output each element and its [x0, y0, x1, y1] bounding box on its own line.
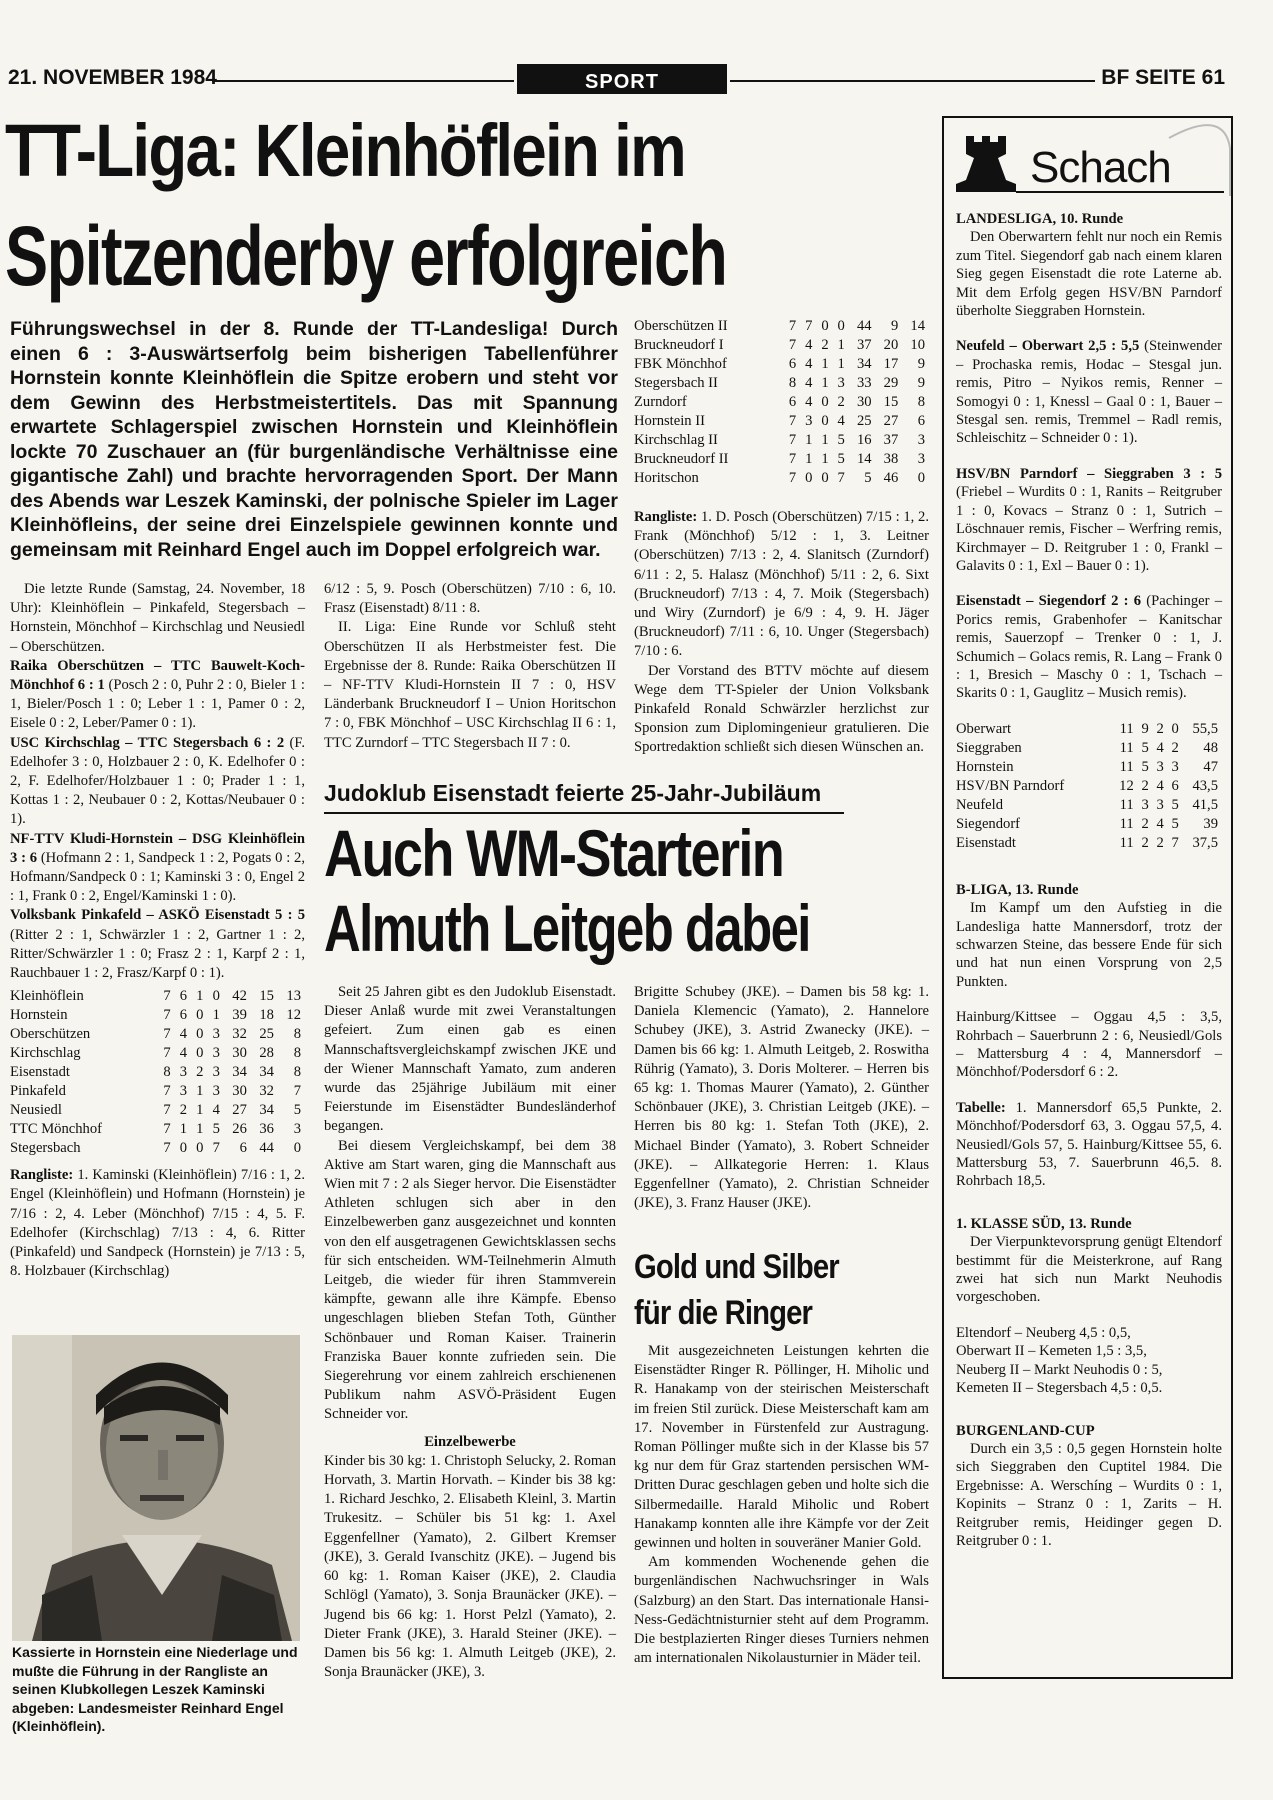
table-value: 42	[232, 988, 247, 1005]
table-value: 4	[837, 413, 845, 429]
table-value: 4	[1156, 739, 1164, 756]
table-value: 3	[837, 375, 845, 391]
header-rule-right	[730, 80, 1095, 82]
standings-row	[10, 1044, 305, 1063]
ranking-text: Rangliste: 1. Kaminski (Kleinhöflein) 7/16 : 1, 2. Engel (Kleinhöflein) und Hofmann (Hornstein) je 7/16 : 2, 4. Leber (Mönchhof) 7/15 : 4, 5. F. Edelhofer (Kirchschlag) 7/13 : 4, 6. Ritter (Pinkafeld) und Sandpeck (Hornstein) je 7/13 : 5, 8. Holzbauer (Kirchschlag)	[10, 1167, 305, 1280]
table-value: 5	[1141, 758, 1149, 775]
ringer-headline-line1: Gold und Silber	[634, 1248, 839, 1286]
standings-row	[10, 1120, 305, 1139]
team-name: Stegersbach II	[634, 375, 718, 391]
judo-subheadline-rule	[324, 812, 844, 814]
table-value: 14	[910, 318, 925, 334]
table-value: 4	[179, 1045, 188, 1062]
team-name: Bruckneudorf II	[634, 451, 729, 467]
judo-column-1	[324, 983, 616, 1682]
table-value: 1	[196, 988, 204, 1005]
table-value: 7	[212, 1140, 220, 1157]
table-value: 20	[883, 337, 899, 353]
table-value: 7	[163, 1026, 171, 1043]
team-name: HSV/BN Parndorf	[956, 777, 1065, 794]
table-value: 36	[259, 1121, 274, 1138]
table-value: 7	[837, 470, 845, 486]
table-value: 9	[1141, 720, 1149, 737]
team-name: Neusiedl	[10, 1102, 62, 1119]
table-value: 7	[293, 1083, 301, 1100]
table-value: 3	[212, 1026, 220, 1043]
team-name: Neufeld	[956, 796, 1004, 813]
table-value: 1	[805, 451, 813, 467]
match-4: Volksbank Pinkafeld – ASKÖ Eisenstadt 5 : 5 (Ritter 2 : 1, Schwärzler 1 : 2, Gartner 1 : 2, Ritter/Schwärzler 1 : 0; Frasz 2 : 1, Karpf 2 : 1, Rauchbauer 1 : 2, Frasz/Karpf 0 : 1).	[10, 907, 305, 982]
table-value: 6	[788, 356, 797, 372]
table-value: 4	[805, 356, 813, 372]
table-value: 25	[259, 1026, 274, 1043]
table-value: 2	[837, 394, 845, 410]
table-value: 47	[1203, 758, 1218, 775]
landesliga-table	[10, 987, 305, 1158]
table-value: 7	[788, 432, 797, 448]
table-value: 5	[293, 1102, 301, 1119]
match-3: NF-TTV Kludi-Hornstein – DSG Kleinhöflein 3 : 6 (Hofmann 2 : 1, Sandpeck 1 : 2, Pogats 0 : 2, Hofmann/Sandpeck 0 : 1; Kaminski 3 : 0, Engel 2 : 1, Frank 0 : 2, Engel/Kaminski 1 : 0).	[10, 830, 305, 905]
table-value: 8	[293, 1026, 301, 1043]
match-1: Raika Oberschützen – TTC Bauwelt-Koch-Mönchhof 6 : 1 (Posch 2 : 0, Puhr 2 : 0, Bieler 1 : 1, Bieler/Posch 1 : 0; Leber 1 : 1, Pamer 0 : 2, Eisele 0 : 2, Leber/Pamer 0 : 1).	[10, 657, 305, 732]
table-value: 14	[856, 451, 872, 467]
judo-results: Kinder bis 30 kg: 1. Christoph Selucky, 2. Roman Horvath, 3. Martin Horvath. – Kinder bis 38 kg: 1. Richard Jeschko, 2. Elisabeth Kleinl, 3. Martin Trukesitz. – Schüler bis 51 kg: 1. Axel Eggenfellner (Yamato), 2. Gilbert Kremser (JKE), 3. Gerald Ivanschitz (JKE). – Jugend bis 60 kg: 1. Roman Kaiser (JKE), 2. Claudia Schlögl (Yamato), 3. Sonja Braunäcker (JKE). – Jugend bis 66 kg: 1. Horst Pelzl (Yamato), 2. Dieter Frank (JKE), 3. Harald Steiner (JKE). – Damen bis 56 kg: 1. Almuth Leitgeb (JKE), 2. Sonja Braunäcker (JKE), 3.	[324, 1452, 616, 1681]
standings-row	[10, 1139, 305, 1158]
table-value: 6	[179, 1007, 188, 1024]
judo-results-heading: Einzelbewerbe	[424, 1433, 516, 1450]
table-value: 3	[179, 1064, 188, 1081]
table-value: 0	[196, 1140, 204, 1157]
table-value: 11	[1119, 758, 1134, 775]
standings-row	[634, 450, 929, 469]
table-value: 1	[821, 432, 829, 448]
table-value: 0	[821, 394, 829, 410]
table-value: 2	[1156, 720, 1164, 737]
table-value: 1	[821, 451, 829, 467]
chess-result-line: Oberwart II – Kemeten 1,5 : 3,5,	[956, 1343, 1147, 1360]
table-value: 6	[179, 988, 188, 1005]
table-value: 0	[821, 318, 829, 334]
section-label: SPORT	[517, 64, 727, 94]
judo-headline-line2: Almuth Leitgeb dabei	[324, 891, 810, 965]
table-value: 7	[1171, 834, 1179, 851]
table-value: 17	[883, 356, 899, 372]
table-value: 8	[163, 1064, 171, 1081]
table-value: 11	[1119, 834, 1134, 851]
table-value: 1	[179, 1121, 188, 1138]
judo-report: Bei diesem Vergleichskampf, bei dem 38 Aktive am Start waren, ging die Mannschaft aus Wien mit 7 : 2 als Sieger hervor. Die Eisenstädter Athleten schlugen sich aber in den Einzelbewerben ganz ausgezeichnet und konnten von den elf ausgetragenen Gewichtsklassen sechs für sich entscheiden. WM-Teilnehmerin Almuth Leitgeb, die wieder für ihren Stammverein kämpfte, gewann alle ihre Kämpfe. Ebenso ungeschlagen blieben Stefan Toth, Günther Schönbauer und Roman Kaiser. Trainerin Franziska Bauer konnte zufrieden sein. Die Siegerehrung vor einem zahlreich erschienenen Publikum nahm ASVÖ-Präsident Eugen Schneider vor.	[324, 1137, 616, 1423]
chess-standings-row	[956, 758, 1222, 777]
judo-headline-line1: Auch WM-Starterin	[324, 816, 784, 890]
table-value: 0	[179, 1140, 188, 1157]
table-value: 4	[805, 375, 813, 391]
table-value: 7	[163, 1102, 171, 1119]
chess-landesliga-text: Den Oberwartern fehlt nur noch ein Remis zum Titel. Siegendorf gab nach einem klaren Sieg gegen Eisenstadt die rote Laterne ab. Mit dem Erfolg gegen HSV/BN Parndorf überholte Sieggraben Hornstein.	[956, 229, 1222, 320]
table-value: 7	[805, 318, 813, 334]
table-value: 5	[837, 432, 845, 448]
table-value: 32	[259, 1083, 274, 1100]
ringer-text	[634, 1342, 929, 1668]
chess-bliga-results: Hainburg/Kittsee – Oggau 4,5 : 3,5, Rohrbach – Sauerbrunn 2 : 6, Neusiedl/Gols – Mattersburg 4 : 4, Mannersdorf – Mönchhof/Podersdorf 6 : 2.	[956, 1009, 1222, 1081]
team-name: Oberschützen II	[634, 318, 728, 334]
team-name: Kirchschlag	[10, 1045, 81, 1062]
table-value: 0	[196, 1026, 204, 1043]
tt-column-2	[324, 580, 616, 753]
team-name: Kleinhöflein	[10, 988, 84, 1005]
ringer-paragraph-1: Mit ausgezeichneten Leistungen kehrten die Eisenstädter Ringer R. Pöllinger, H. Miholic und R. Hanakamp von der steirischen Meisterschaft im freien Stil zurück. Diese Meisterschaft kam am 17. November in Fürstenfeld zur Austragung. Roman Pöllinger mußte sich in der Klasse bis 57 kg nur dem für Graz startenden persischen WM-Dritten Durac geschlagen geben und holte sich die Silbermedaille. Harald Miholic und Robert Hanakamp konnten alle ihre Kämpfe vor der Zeit gewinnen und holten in souveräner Manier Gold.	[634, 1343, 929, 1552]
team-name: Hornstein II	[634, 413, 705, 429]
table-value: 3	[293, 1121, 301, 1138]
team-name: Zurndorf	[634, 394, 687, 410]
table-value: 37	[883, 432, 899, 448]
main-headline-line1: TT-Liga: Kleinhöflein im	[5, 109, 685, 192]
table-value: 30	[232, 1045, 247, 1062]
judo-intro: Seit 25 Jahren gibt es den Judoklub Eisenstadt. Dieser Anlaß wurde mit zwei Veranstaltungen gefeiert. Zum einen gab es einen Mannschaftsvergleichskampf zwischen JKE und der Wiener Mannschaft Yamato, zum anderen wurde das 25jährige Jubiläum mit einer Feierstunde im Eisenstädter Bundesländerhof begangen.	[324, 984, 616, 1135]
chess-game-3: Eisenstadt – Siegendorf 2 : 6 (Pachinger – Porics remis, Grabenhofer – Kanitschar remis, Sauerzopf – Trenker 0 : 1, J. Schumich – Golacs remis, R. Lang – Frank 0 : 1, Bresich – Maschy 0 : 1, Tschach – Skarits 0 : 1, Gauglitz – Musich remis).	[956, 593, 1223, 702]
team-name: Eisenstadt	[10, 1064, 70, 1081]
table-value: 9	[917, 356, 925, 372]
table-value: 9	[890, 318, 899, 334]
standings-row	[634, 393, 929, 412]
chess-klasse-text: Der Vierpunktevorsprung genügt Eltendorf bestimmt für die Meisterkrone, auf Rang zwei hat sich nun Markt Neuhodis vorgeschoben.	[956, 1234, 1222, 1306]
team-name: Kirchschlag II	[634, 432, 718, 448]
table-value: 1	[821, 356, 829, 372]
standings-row	[10, 1006, 305, 1025]
table-value: 5	[1171, 796, 1179, 813]
team-name: Pinkafeld	[10, 1083, 66, 1100]
table-value: 34	[259, 1102, 274, 1119]
chess-result-line: Kemeten II – Stegersbach 4,5 : 0,5.	[956, 1380, 1163, 1397]
chess-standings-row	[956, 739, 1222, 758]
chess-standings-row	[956, 834, 1222, 853]
table-value: 30	[856, 394, 872, 410]
table-value: 9	[917, 375, 925, 391]
table-value: 7	[788, 413, 797, 429]
table-value: 34	[856, 356, 872, 372]
table-value: 28	[259, 1045, 274, 1062]
table-value: 2	[1141, 815, 1149, 832]
team-name: Stegersbach	[10, 1140, 81, 1157]
table-value: 8	[917, 394, 925, 410]
second-league-table	[634, 317, 929, 488]
table-value: 11	[1119, 796, 1134, 813]
table-value: 5	[864, 470, 872, 486]
standings-row	[634, 355, 929, 374]
table-value: 3	[1141, 796, 1149, 813]
ringer-headline-line2: für die Ringer	[634, 1294, 813, 1332]
chess-title: Schach	[1030, 143, 1171, 192]
table-value: 39	[1203, 815, 1218, 832]
table-value: 26	[232, 1121, 247, 1138]
table-value: 6	[917, 413, 925, 429]
table-value: 7	[163, 1007, 171, 1024]
table-value: 7	[788, 451, 797, 467]
photo-caption: Kassierte in Hornstein eine Niederlage und mußte die Führung in der Rangliste an seinen Klubkollegen Leszek Kaminski abgeben: Landesmeister Reinhard Engel (Kleinhöflein).	[12, 1644, 298, 1735]
table-value: 39	[232, 1007, 247, 1024]
table-value: 16	[856, 432, 872, 448]
table-value: 0	[196, 1007, 204, 1024]
table-value: 7	[788, 470, 797, 486]
table-value: 5	[1171, 815, 1179, 832]
chess-bliga-text: Im Kampf um den Aufstieg in die Landesliga hatte Mannersdorf, trotz der schwarzen Steine, das bessere Ende für sich und hat nun einen Vorsprung von 2,5 Punkten.	[956, 900, 1222, 990]
chess-bliga-table: Tabelle: 1. Mannersdorf 65,5 Punkte, 2. Mönchhof/Podersdorf 63, 3. Oggau 57,5, 4. Neusiedl/Gols 57, 5. Hainburg/Kittsee 55, 6. Mattersburg 53, 7. Sauerbrunn 46,5. 8. Rohrbach 18,5.	[956, 1099, 1222, 1190]
chess-content	[956, 210, 1222, 1550]
table-value: 1	[837, 356, 845, 372]
chess-klasse-heading: 1. KLASSE SÜD, 13. Runde	[956, 1215, 1132, 1232]
chess-standings-row	[956, 777, 1222, 796]
table-value: 0	[821, 470, 829, 486]
table-value: 3	[1171, 758, 1179, 775]
standings-row	[634, 412, 929, 431]
standings-row	[10, 1025, 305, 1044]
table-value: 1	[196, 1102, 204, 1119]
table-value: 8	[293, 1064, 301, 1081]
table-value: 37	[856, 337, 872, 353]
table-value: 7	[788, 337, 797, 353]
table-value: 33	[856, 375, 872, 391]
table-value: 1	[805, 432, 813, 448]
judo-results-continued: Brigitte Schubey (JKE). – Damen bis 58 kg: 1. Daniela Klemencic (Yamato), 2. Hannelore Schubey (JKE), 3. Astrid Zwanecky (JKE). – Damen bis 66 kg: 1. Almuth Leitgeb, 2. Roswitha Rührig (Yamato), 3. Doris Molterer. – Herren bis 65 kg: 1. Thomas Maurer (Yamato), 2. Günther Schönbauer (JKE), 3. Christian Leitgeb (JKE). – Herren bis 80 kg: 1. Stefan Toth (JKE), 2. Michael Binder (Yamato), 3. Robert Schneider (JKE). – Allkategorie Herren: 1. Klaus Eggenfellner (Yamato), 2. Christian Schneider (JKE), 3. Franz Hauser (JKE).	[634, 984, 929, 1212]
table-value: 1	[821, 375, 829, 391]
table-value: 44	[856, 318, 872, 334]
table-value: 4	[179, 1026, 188, 1043]
table-value: 13	[286, 988, 301, 1005]
table-value: 5	[212, 1121, 220, 1138]
team-name: Hornstein	[10, 1007, 68, 1024]
table-value: 7	[163, 1140, 171, 1157]
judo-subheadline: Judoklub Eisenstadt feierte 25-Jahr-Jubiläum	[324, 780, 822, 806]
table-value: 5	[837, 451, 845, 467]
table-value: 3	[1156, 758, 1164, 775]
table-value: 0	[821, 413, 829, 429]
table-value: 4	[212, 1102, 220, 1119]
team-name: Siegendorf	[956, 815, 1021, 832]
table-value: 0	[293, 1140, 301, 1157]
standings-row	[634, 317, 929, 336]
match-2: USC Kirchschlag – TTC Stegersbach 6 : 2 (F. Edelhofer 3 : 0, Holzbauer 2 : 0, K. Edelhofer 0 : 2, F. Edelhofer/Holzbauer 1 : 0; Prader 1 : 1, Kottas 1 : 2, Neubauer 0 : 2, Kottas/Neubauer 0 : 1).	[10, 734, 305, 828]
table-value: 0	[212, 988, 220, 1005]
table-value: 4	[1156, 777, 1164, 794]
chess-standings-row	[956, 720, 1222, 739]
chess-result-line: Neuberg II – Markt Neuhodis 0 : 5,	[956, 1361, 1163, 1378]
team-name: Oberschützen	[10, 1026, 91, 1043]
table-value: 3	[917, 432, 925, 448]
table-value: 3	[179, 1083, 188, 1100]
table-value: 29	[883, 375, 899, 391]
chess-game-2: HSV/BN Parndorf – Sieggraben 3 : 5 (Friebel – Wurdits 0 : 1, Ranits – Reitgruber 1 : 0, Kovacs – Stranz 0 : 1, Sutrich – Löschnauer remis, Fischer – Werfring remis, Kirchmayer – D. Reitgruber 1 : 0, Frankl – Galavits 0 : 1, Exl – Bauer 0 : 1).	[956, 465, 1222, 574]
table-value: 2	[1141, 834, 1149, 851]
standings-row	[634, 431, 929, 450]
table-value: 0	[917, 470, 925, 486]
chess-result-line: Eltendorf – Neuberg 4,5 : 0,5,	[956, 1324, 1131, 1341]
table-value: 3	[805, 413, 813, 429]
table-value: 3	[917, 451, 925, 467]
standings-row	[10, 1101, 305, 1120]
table-value: 8	[788, 375, 797, 391]
main-headline-line2: Spitzenderby erfolgreich	[5, 209, 727, 303]
standings-row	[10, 1082, 305, 1101]
table-value: 5	[1141, 739, 1149, 756]
table-value: 1	[196, 1083, 204, 1100]
standings-row	[10, 1063, 305, 1082]
standings-row	[634, 469, 929, 488]
table-value: 6	[239, 1140, 247, 1157]
table-value: 6	[1171, 777, 1179, 794]
table-value: 11	[1119, 815, 1134, 832]
table-value: 44	[259, 1140, 274, 1157]
standings-row	[634, 336, 929, 355]
tt-column-3	[634, 317, 929, 758]
table-value: 0	[805, 470, 813, 486]
table-value: 0	[837, 318, 845, 334]
page-number: BF SEITE 61	[1101, 66, 1225, 89]
table-value: 12	[286, 1007, 301, 1024]
team-name: Bruckneudorf I	[634, 337, 724, 353]
table-value: 7	[163, 988, 171, 1005]
issue-date: 21. NOVEMBER 1984	[8, 66, 217, 89]
header-rule-left	[212, 80, 514, 82]
table-value: 10	[910, 337, 925, 353]
team-name: Sieggraben	[956, 739, 1022, 756]
table-value: 43,5	[1192, 777, 1218, 794]
chess-landesliga-heading: LANDESLIGA, 10. Runde	[956, 211, 1124, 227]
table-value: 0	[196, 1045, 204, 1062]
tt-column-1	[10, 580, 305, 1281]
second-league-text: II. Liga: Eine Runde vor Schluß steht Oberschützen II als Herbstmeister fest. Die Ergebnisse der 8. Runde: Raika Oberschützen II – NF-TTV Kludi-Hornstein II 7 : 0, HSV Länderbank Bruckneudorf I – Union Horitschon 7 : 0, FBK Mönchhof – USC Kirchschlag II 6 : 1, TTC Zurndorf – TTC Stegersbach II 7 : 0.	[324, 619, 616, 751]
standings-row	[634, 374, 929, 393]
table-value: 2	[1171, 739, 1179, 756]
table-value: 11	[1119, 739, 1134, 756]
table-value: 12	[1119, 777, 1134, 794]
table-value: 6	[788, 394, 797, 410]
table-value: 7	[163, 1121, 171, 1138]
table-value: 3	[212, 1045, 220, 1062]
table-value: 3	[212, 1083, 220, 1100]
table-value: 7	[788, 318, 797, 334]
chess-cup-text: Durch ein 3,5 : 0,5 gegen Hornstein holte sich Sieggraben den Cuptitel 1984. Die Ergebnisse: A. Werschíng – Wurdits 0 : 1, Kopinits – Stranz 0 : 1, Zarits – H. Reitgruber remis, Heidinger gegen D. Reitgruber 0 : 1.	[956, 1440, 1222, 1549]
table-value: 8	[293, 1045, 301, 1062]
team-name: FBK Mönchhof	[634, 356, 727, 372]
table-value: 2	[1156, 834, 1164, 851]
ranking-continued: 6/12 : 5, 9. Posch (Oberschützen) 7/10 : 6, 10. Frasz (Eisenstadt) 8/11 : 8.	[324, 581, 616, 617]
table-value: 15	[883, 394, 899, 410]
chess-table	[956, 720, 1222, 853]
table-value: 37,5	[1192, 834, 1218, 851]
chess-standings-row	[956, 815, 1222, 834]
table-value: 25	[856, 413, 872, 429]
table-value: 27	[883, 413, 899, 429]
table-value: 2	[196, 1064, 204, 1081]
table-value: 7	[163, 1045, 171, 1062]
table-value: 2	[821, 337, 829, 353]
second-league-ranking: Rangliste: 1. D. Posch (Oberschützen) 7/15 : 1, 2. Frank (Mönchhof) 5/12 : 1, 3. Leitner (Oberschützen) 7/13 : 2, 4. Slanitsch (Zurndorf) 6/11 : 2, 5. Halasz (Mönchhof) 5/11 : 2, 6. Sixt (Bruckneudorf) 7/13 : 4, 7. Moik (Stegersbach) und Wiry (Zurndorf) je 6/9 : 4, 9. H. Jäger (Bruckneudorf) 7/11 : 6, 10. Unger (Stegersbach) 7/10 : 6.	[634, 509, 929, 660]
table-value: 38	[883, 451, 899, 467]
table-value: 18	[259, 1007, 274, 1024]
btv-congratulation: Der Vorstand des BTTV möchte auf diesem Wege dem TT-Spieler der Union Volksbank Pinkafeld Ronald Schwärzler herzlichst zur Sponsion zum Diplomingenieur gratulieren. Die Sportredaktion schließt sich diesen Wünschen an.	[634, 662, 929, 756]
standings-row	[10, 987, 305, 1006]
table-value: 34	[259, 1064, 274, 1081]
table-value: 2	[1141, 777, 1149, 794]
chess-cup-heading: BURGENLAND-CUP	[956, 1422, 1095, 1439]
player-photo	[12, 1335, 300, 1641]
table-value: 7	[163, 1083, 171, 1100]
judo-column-2	[634, 983, 929, 1213]
portrait-illustration	[12, 1335, 300, 1641]
lead-paragraph: Führungswechsel in der 8. Runde der TT-Landesliga! Durch einen 6 : 3-Auswärtserfolg beim bisherigen Tabellenführer Hornstein konnte Kleinhöflein die Spitze erobern und steht vor dem Gewinn des Herbstmeistertitels. Das mit Spannung erwartete Schlagerspiel zwischen Hornstein und Kleinhöflein lockte 70 Zuschauer an (für burgenländische Verhältnisse eine gigantische Zahl) und brachte hervorragenden Sport. Der Mann des Abends war Leszek Kaminski, der polnische Spieler im Lager Kleinhöfleins, der seine drei Einzelspiele gewinnen konnte und gemeinsam mit Reinhard Engel auch im Doppel erfolgreich war.	[10, 318, 618, 561]
ringer-paragraph-2: Am kommenden Wochenende gehen die burgenländischen Nachwuchsringer in Wals (Salzburg) an den Start. Das internationale Hansi-Ness-Gedächtnisturnier steht auf dem Programm. Die bestplazierten Ringer dieses Turniers nehmen am internationalen Nikolausturnier in Mäder teil.	[634, 1554, 929, 1667]
team-name: Eisenstadt	[956, 834, 1016, 851]
table-value: 4	[805, 394, 813, 410]
table-value: 46	[883, 470, 899, 486]
table-value: 11	[1119, 720, 1134, 737]
table-value: 0	[1171, 720, 1179, 737]
team-name: Hornstein	[956, 758, 1014, 775]
table-value: 32	[232, 1026, 247, 1043]
team-name: TTC Mönchhof	[10, 1121, 103, 1138]
table-value: 48	[1203, 739, 1218, 756]
table-value: 3	[212, 1064, 220, 1081]
table-value: 4	[1156, 815, 1164, 832]
table-value: 41,5	[1192, 796, 1218, 813]
team-name: Oberwart	[956, 720, 1012, 737]
chess-standings-row	[956, 796, 1222, 815]
table-value: 1	[196, 1121, 204, 1138]
table-value: 2	[179, 1102, 188, 1119]
table-value: 4	[805, 337, 813, 353]
table-value: 30	[232, 1083, 247, 1100]
team-name: Horitschon	[634, 470, 699, 486]
chess-bliga-heading: B-LIGA, 13. Runde	[956, 881, 1079, 898]
table-value: 1	[212, 1007, 220, 1024]
last-round-text: Die letzte Runde (Samstag, 24. November, 18 Uhr): Kleinhöflein – Pinkafeld, Stegersbach – Hornstein, Mönchhof – Kirchschlag und Neusiedl – Oberschützen.	[10, 581, 305, 655]
table-value: 3	[1156, 796, 1164, 813]
table-value: 55,5	[1192, 720, 1218, 737]
chess-game-1: Neufeld – Oberwart 2,5 : 5,5 (Steinwender – Prochaska remis, Hodac – Stesgal jun. remis, Pitro – Nyikos remis, Renner – Somogyi 0 : 1, Knessl – Gaal 0 : 1, Bauer – Stesgal sen. remis, Tremmel – Radl remis, Schleischitz – Schneider 0 : 1).	[956, 338, 1222, 447]
table-value: 15	[259, 988, 274, 1005]
table-value: 34	[232, 1064, 247, 1081]
table-value: 1	[837, 337, 845, 353]
table-value: 27	[232, 1102, 247, 1119]
chess-klasse-results	[956, 1324, 1222, 1398]
